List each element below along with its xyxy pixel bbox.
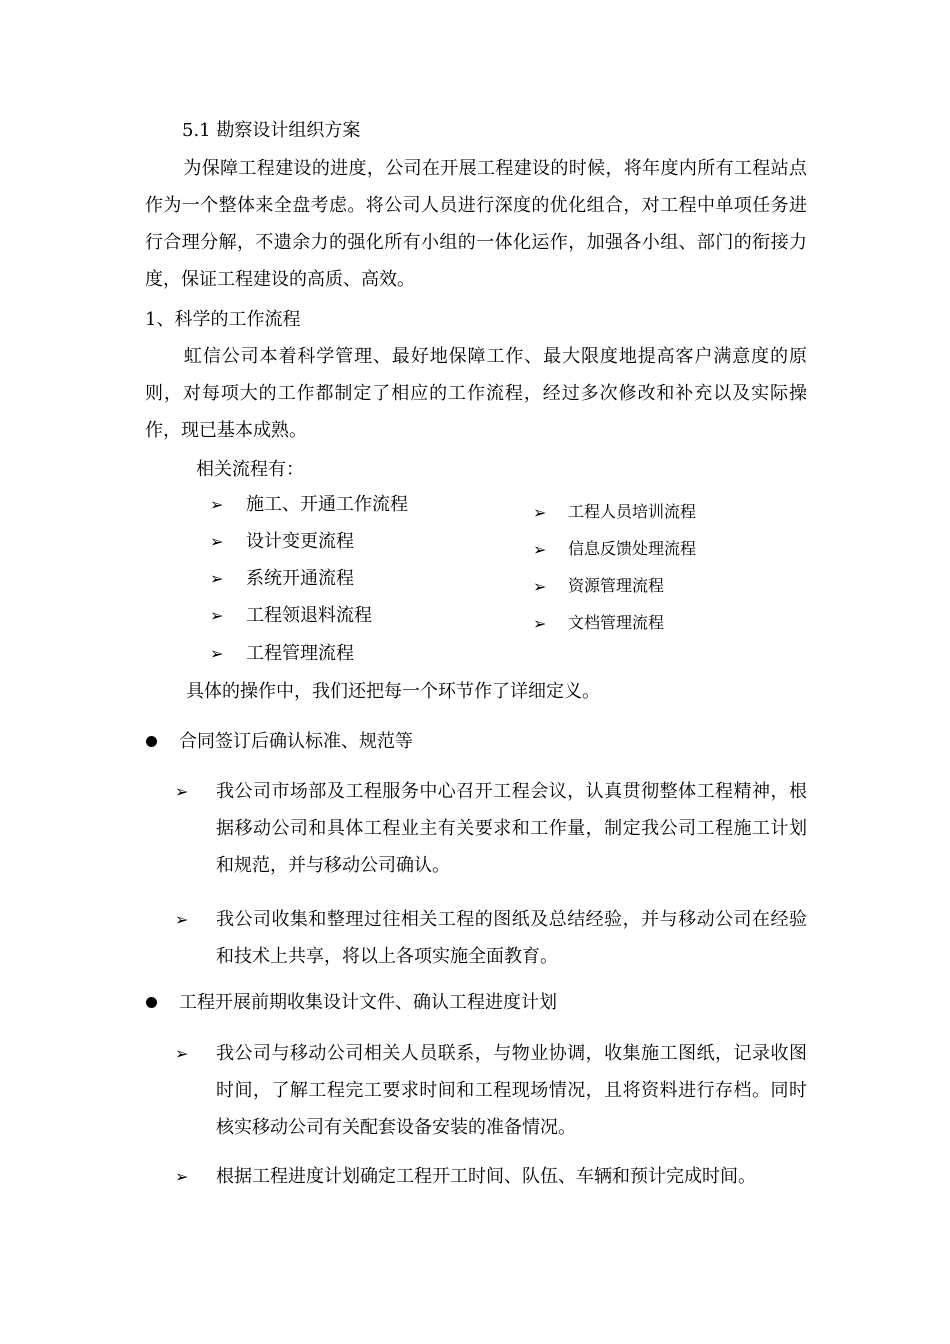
process-item: 工程领退料流程 (246, 605, 372, 626)
arrow-bullet-icon: ➢ (210, 644, 224, 663)
section-heading: 5.1 勘察设计组织方案 (182, 120, 361, 141)
section-a-title: 合同签订后确认标准、规范等 (179, 731, 413, 752)
section-b-item: 根据工程进度计划确定工程开工时间、队伍、车辆和预计完成时间。 (216, 1166, 756, 1187)
arrow-bullet-icon: ➢ (533, 503, 547, 522)
intro-paragraph: 为保障工程建设的进度，公司在开展工程建设的时候，将年度内所有工程站点作为一个整体来全盘考虑。将公司人员进行深度的优化组合，对工程中单项任务进行合理分解，不遗余力的强化所有小组的一体化运作，加强各小组、部门的衔接力度，保证工程建设的高质、高效。 (145, 158, 807, 290)
process-item: 文档管理流程 (568, 613, 665, 632)
arrow-bullet-icon: ➢ (210, 495, 224, 514)
detail-line: 具体的操作中，我们还把每一个环节作了详细定义。 (186, 681, 600, 702)
process-item: 工程管理流程 (246, 643, 354, 664)
process-item: 施工、开通工作流程 (246, 494, 408, 515)
arrow-bullet-icon: ➢ (210, 606, 224, 625)
section-a-item: 我公司收集和整理过往相关工程的图纸及总结经验，并与移动公司在经验和技术上共享，将以上各项实施全面教育。 (216, 909, 807, 967)
arrow-bullet-icon: ➢ (533, 540, 547, 559)
arrow-bullet-icon: ➢ (210, 569, 224, 588)
arrow-bullet-icon: ➢ (533, 614, 547, 633)
process-item: 设计变更流程 (246, 531, 354, 552)
round-bullet-icon (146, 997, 157, 1008)
arrow-bullet-icon: ➢ (175, 1167, 189, 1186)
arrow-bullet-icon: ➢ (175, 782, 189, 801)
section1-paragraph: 虹信公司本着科学管理、最好地保障工作、最大限度地提高客户满意度的原则，对每项大的工作都制定了相应的工作流程，经过多次修改和补充以及实际操作，现已基本成熟。 (145, 346, 807, 441)
arrow-bullet-icon: ➢ (210, 532, 224, 551)
process-item: 信息反馈处理流程 (568, 539, 697, 558)
arrow-bullet-icon: ➢ (533, 577, 547, 596)
section-b-title: 工程开展前期收集设计文件、确认工程进度计划 (179, 992, 557, 1013)
section1-title: 1、科学的工作流程 (145, 309, 301, 330)
round-bullet-icon (146, 736, 157, 747)
process-item: 资源管理流程 (568, 576, 665, 595)
arrow-bullet-icon: ➢ (175, 910, 189, 929)
section-b-item: 我公司与移动公司相关人员联系，与物业协调，收集施工图纸，记录收图时间，了解工程完工要求时间和工程现场情况，且将资料进行存档。同时核实移动公司有关配套设备安装的准备情况。 (216, 1043, 807, 1138)
arrow-bullet-icon: ➢ (175, 1044, 189, 1063)
section-a-item: 我公司市场部及工程服务中心召开工程会议，认真贯彻整体工程精神，根据移动公司和具体工程业主有关要求和工作量，制定我公司工程施工计划和规范，并与移动公司确认。 (216, 781, 807, 876)
process-item: 系统开通流程 (246, 568, 354, 589)
related-label: 相关流程有： (196, 459, 304, 480)
process-item: 工程人员培训流程 (568, 502, 697, 521)
